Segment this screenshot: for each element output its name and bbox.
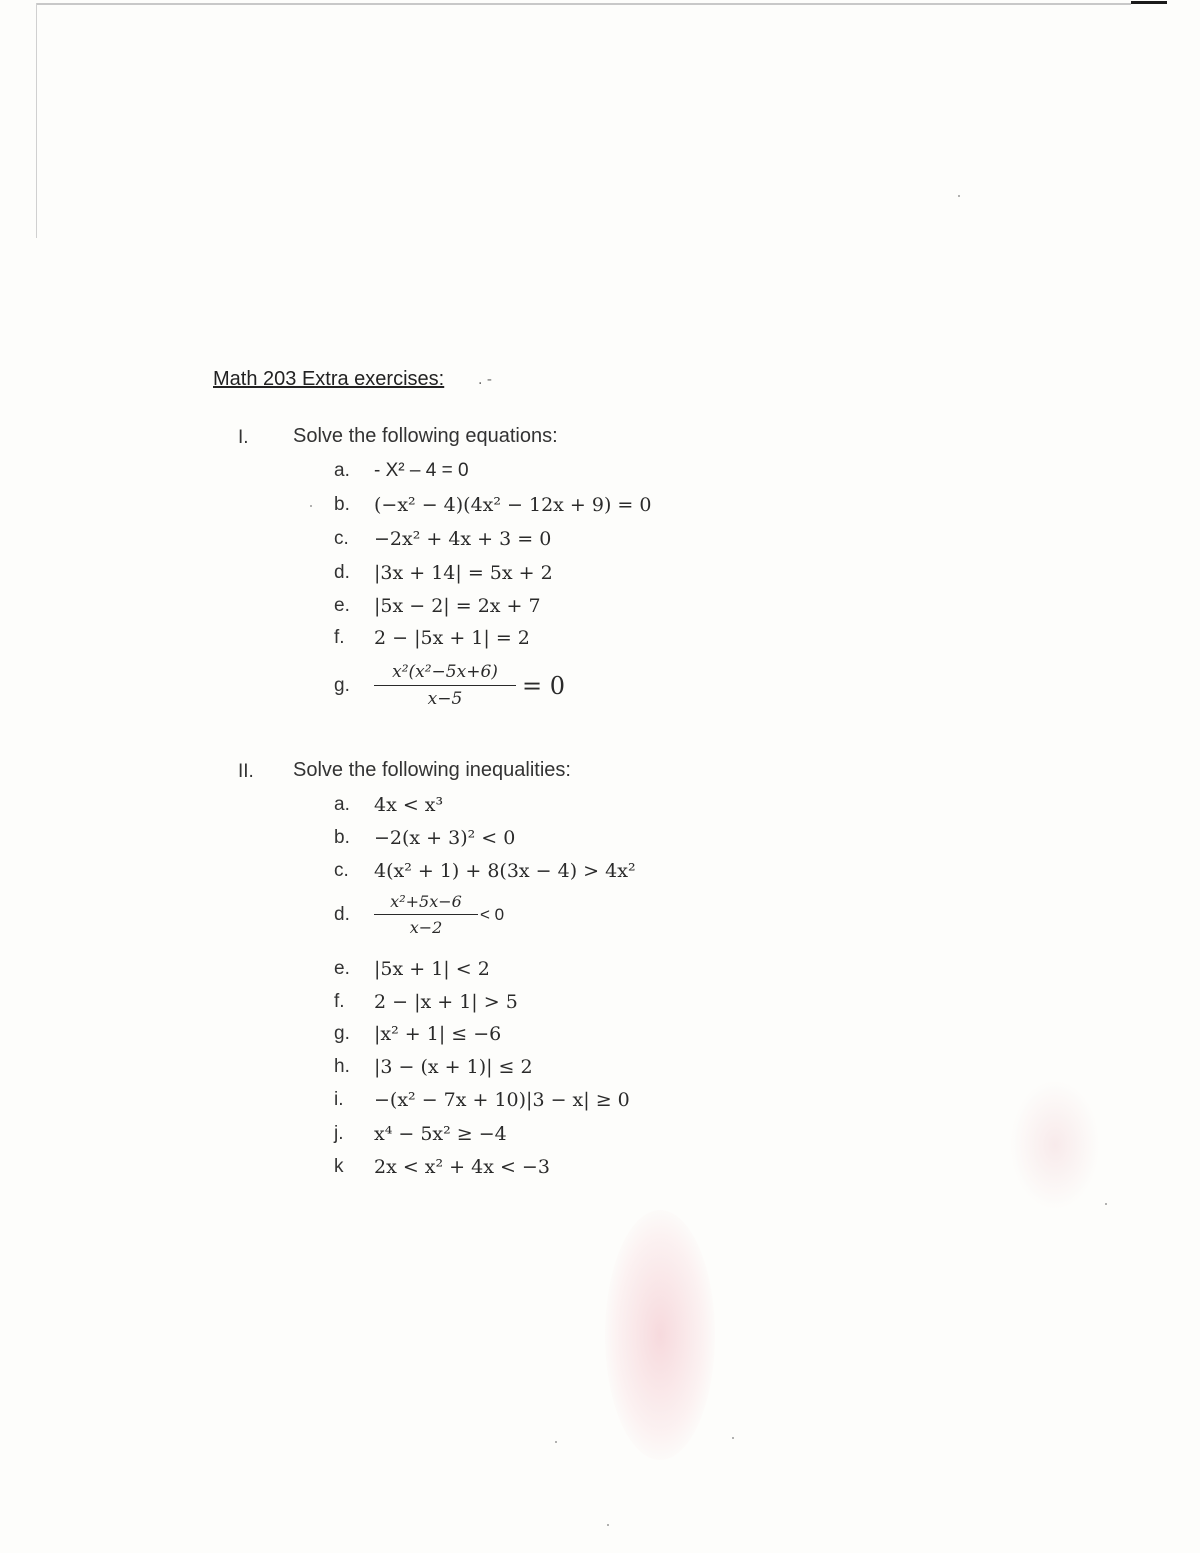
item-label: i. bbox=[334, 1089, 344, 1110]
item-label: a. bbox=[334, 794, 350, 815]
item-expression: - X² – 4 = 0 bbox=[374, 460, 469, 481]
item-label: g. bbox=[334, 674, 350, 696]
item-label: b. bbox=[334, 494, 350, 515]
scan-speck bbox=[1105, 1203, 1107, 1205]
scan-speck bbox=[732, 1437, 734, 1439]
paper-stain bbox=[605, 1210, 715, 1460]
item-expression: |3 − (x + 1)| ≤ 2 bbox=[374, 1056, 533, 1078]
item-expression: 2 − |x + 1| > 5 bbox=[374, 991, 518, 1013]
item-label: k bbox=[334, 1156, 344, 1177]
exercise-item bbox=[334, 823, 515, 853]
exercise-item bbox=[334, 524, 551, 554]
page-title: Math 203 Extra exercises: bbox=[213, 368, 445, 390]
item-label: h. bbox=[334, 1056, 350, 1077]
item-expression: |5x + 1| < 2 bbox=[374, 958, 490, 980]
section-heading: Solve the following equations: bbox=[293, 425, 558, 447]
item-expression: x⁴ − 5x² ≥ −4 bbox=[374, 1123, 507, 1145]
item-label: c. bbox=[334, 860, 349, 881]
exercise-item bbox=[334, 558, 553, 588]
item-expression: −(x² − 7x + 10)|3 − x| ≥ 0 bbox=[374, 1089, 630, 1111]
equation-rhs: = 0 bbox=[522, 671, 566, 700]
exercise-item bbox=[334, 1152, 550, 1182]
exercise-item bbox=[334, 623, 530, 653]
exercise-item bbox=[334, 1052, 533, 1082]
item-expression: |x² + 1| ≤ −6 bbox=[374, 1023, 502, 1045]
inequality-rhs: < 0 bbox=[480, 904, 505, 924]
item-expression: |3x + 14| = 5x + 2 bbox=[374, 562, 553, 584]
item-expression: −2x² + 4x + 3 = 0 bbox=[374, 528, 552, 550]
scan-border-corner bbox=[1131, 1, 1167, 4]
fraction-denominator: x−2 bbox=[409, 918, 443, 937]
exercise-item bbox=[334, 1119, 507, 1149]
scan-speck bbox=[555, 1441, 557, 1443]
scan-speck bbox=[958, 195, 960, 197]
title-trailing-marks: . - bbox=[478, 372, 492, 388]
item-label: d. bbox=[334, 903, 350, 925]
exercise-item bbox=[334, 856, 636, 886]
exercise-item bbox=[334, 456, 469, 486]
item-label: d. bbox=[334, 562, 350, 583]
item-expression: (−x² − 4)(4x² − 12x + 9) = 0 bbox=[374, 494, 652, 516]
item-label: c. bbox=[334, 528, 349, 549]
exercise-item bbox=[334, 662, 565, 709]
item-expression: |5x − 2| = 2x + 7 bbox=[374, 595, 541, 617]
fraction-denominator: x−5 bbox=[427, 689, 463, 709]
exercise-item bbox=[334, 892, 504, 937]
item-expression: −2(x + 3)² < 0 bbox=[374, 827, 516, 849]
item-expression: 2 − |5x + 1| = 2 bbox=[374, 627, 530, 649]
scan-speck bbox=[607, 1524, 609, 1526]
item-label: b. bbox=[334, 827, 350, 848]
fraction-numerator: x²(x²−5x+6) bbox=[374, 662, 516, 686]
scan-border-left bbox=[36, 3, 37, 238]
item-expression: 4x < x³ bbox=[374, 794, 444, 816]
section-number: II. bbox=[238, 761, 254, 782]
exercise-item bbox=[334, 1019, 501, 1049]
fraction-numerator: x²+5x−6 bbox=[374, 892, 478, 915]
exercise-item bbox=[334, 954, 490, 984]
exercise-item bbox=[334, 591, 541, 621]
section-number: I. bbox=[238, 427, 249, 448]
section-heading: Solve the following inequalities: bbox=[293, 759, 571, 781]
item-label: e. bbox=[334, 958, 350, 979]
fraction bbox=[374, 892, 478, 937]
exercise-item bbox=[334, 790, 443, 820]
paper-stain bbox=[1010, 1080, 1100, 1210]
exercise-item bbox=[334, 490, 651, 520]
item-label: j. bbox=[334, 1123, 344, 1144]
item-label: a. bbox=[334, 460, 350, 481]
fraction bbox=[374, 662, 516, 709]
exercise-item bbox=[334, 987, 518, 1017]
scan-speck bbox=[310, 505, 312, 507]
item-label: g. bbox=[334, 1023, 350, 1044]
item-label: e. bbox=[334, 595, 350, 616]
item-label: f. bbox=[334, 991, 345, 1012]
item-label: f. bbox=[334, 627, 345, 648]
item-expression: 4(x² + 1) + 8(3x − 4) > 4x² bbox=[374, 860, 636, 882]
scan-border-top bbox=[36, 3, 1131, 5]
item-expression: 2x < x² + 4x < −3 bbox=[374, 1156, 550, 1178]
exercise-item bbox=[334, 1085, 630, 1115]
